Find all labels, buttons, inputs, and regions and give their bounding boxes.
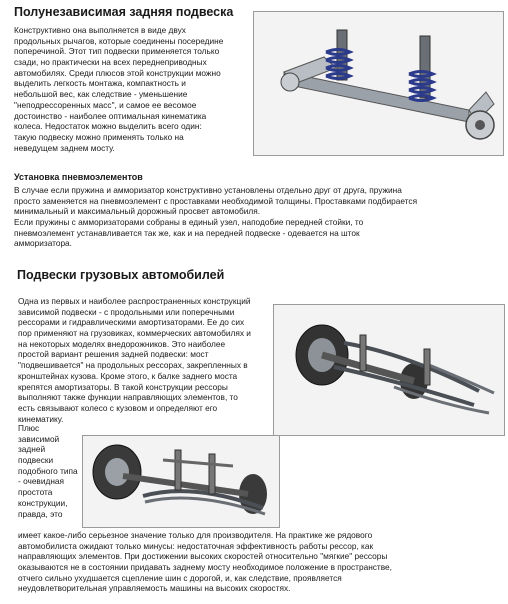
twist-beam-image <box>253 11 504 156</box>
leaf-spring-axle-illustration <box>274 305 504 435</box>
text-line: зависимой <box>18 433 60 444</box>
text-line: выполняют также функции направляющих элементов, то <box>18 392 238 403</box>
twist-beam-illustration <box>254 12 503 155</box>
text-line: пор применяют на грузовиках, коммерческих автомобилях и <box>18 328 251 339</box>
text-line: минимальный и максимальный дорожный просвет автомобиля. <box>14 206 261 217</box>
text-line: небольшой вес, как следствие - уменьшение <box>14 89 188 100</box>
section-title-semi-independent: Полунезависимая задняя подвеска <box>14 5 234 19</box>
text-line: сзади, но практически на всех переднеприводных <box>14 57 207 68</box>
text-line: - очевидная <box>18 476 65 487</box>
text-line: Одна из первых и наиболее распространенных конструкций <box>18 296 251 306</box>
text-line: выделить легкость монтажа, компактность и <box>14 78 186 89</box>
section-body-trucks-bottom <box>18 530 392 594</box>
text-line: автомобилях. Среди плюсов этой конструкции можно <box>14 67 221 78</box>
text-line: на некоторых моделях внедорожников. Это наиболее <box>18 338 226 349</box>
text-line: имеет какое-либо серьезное значение только для производителя. На практике же рядового <box>18 530 373 540</box>
text-line: правда, это <box>18 508 63 519</box>
text-line: автомобилиста ожидают только минусы: недостаточная эффективность работы рессор, как <box>18 540 374 551</box>
text-line: зависимой подвески - с продольными или поперечными <box>18 306 235 317</box>
text-line: пневмоэлемент устанавливается так же, как и на передней подвеске - одевается на шток <box>14 227 360 238</box>
leaf-spring-axle-image <box>273 304 505 436</box>
text-line: конструкции, <box>18 497 68 508</box>
leaf-spring-detail-illustration <box>83 436 279 527</box>
text-line: направляющих элементов. При достижении высоких скоростей относительно "мягкие" рессоры <box>18 551 388 562</box>
text-line: В случае если пружина и амморизатор конструктивно установлены отдельно друг от друга, пружина <box>14 185 402 195</box>
subsection-body-pneumo <box>14 185 417 249</box>
text-line: отчего сильно ухудшается сцепление шин с дорогой, и, как следствие, проявляется <box>18 572 342 583</box>
text-line: просто заменяется на пневмоэлемент с проставками необходимой толщины. Проставками подбирается <box>14 195 418 206</box>
text-line: колеса. Недостаток можно выделить всего один: <box>14 121 202 132</box>
text-line: Плюс <box>18 423 40 433</box>
leaf-spring-detail-image <box>82 435 280 528</box>
text-line: "подвешивается" на продольных рессорах, закрепленных в <box>18 360 248 371</box>
text-line: подобного типа <box>18 465 78 476</box>
text-line: продольных рычагов, которые соединены посередине <box>14 35 224 46</box>
text-line: простота <box>18 487 53 498</box>
text-line: Если пружины с амморизаторами собраны в единый узел, наподобие передней стойки, то <box>14 217 364 228</box>
text-line: кинематику. <box>18 413 64 424</box>
text-line: "неподрессоренных масс", и самое ее весомое <box>14 99 197 110</box>
text-line: оказываются не в состоянии придавать заднему мосту необходимое положение в пространстве, <box>18 562 392 573</box>
section-body-trucks-narrow <box>18 423 78 519</box>
text-line: задней <box>18 444 46 455</box>
subsection-title-pneumo: Установка пневмоэлементов <box>14 172 143 182</box>
text-line: поперечиной. Этот тип подвески применяется только <box>14 46 220 57</box>
text-line: Конструктивно она выполняется в виде двух <box>14 25 186 35</box>
text-line: неудовлетворительная управляемость машины на высоких скоростях. <box>18 583 291 594</box>
section-body-semi-independent <box>14 25 223 153</box>
text-line: простой вариант решения задней подвески: мост <box>18 349 209 360</box>
section-title-trucks: Подвески грузовых автомобилей <box>17 268 225 282</box>
text-line: кронштейнах кузова. Кроме этого, к балке заднего моста <box>18 370 238 381</box>
text-line: такую подвеску можно применять только на <box>14 131 184 142</box>
text-line: достоинство - наиболее оптимальная кинематика <box>14 110 207 121</box>
text-line: подвески <box>18 455 54 466</box>
text-line: крепятся амортизаторы. В такой конструкции рессоры <box>18 381 228 392</box>
text-line: амморизатора. <box>14 238 72 249</box>
text-line: рессорами и гидравлическими амортизаторами. Ее до сих <box>18 317 245 328</box>
section-body-trucks <box>18 296 251 424</box>
text-line: есть связывают колесо с кузовом и определяют его <box>18 402 218 413</box>
text-line: неведущем заднем мосту. <box>14 142 115 153</box>
